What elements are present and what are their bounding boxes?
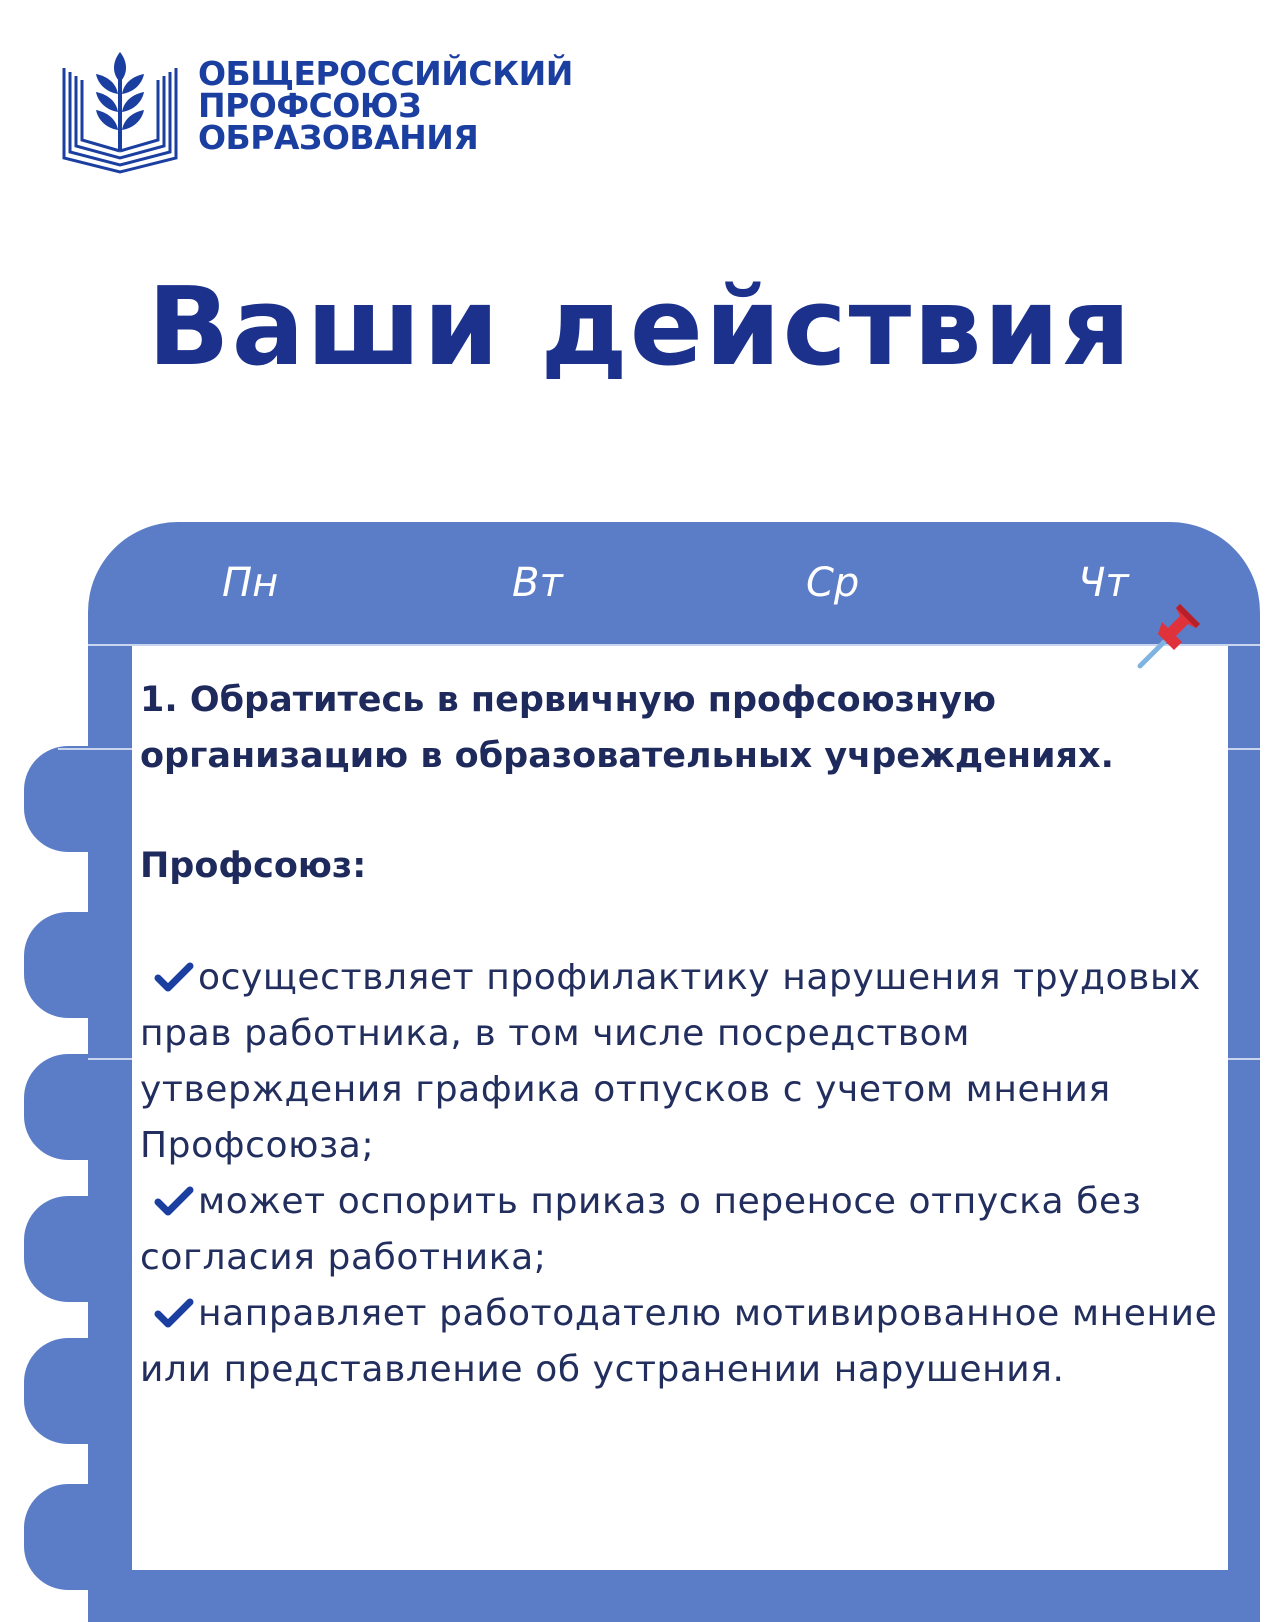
content-sheet bbox=[132, 646, 1228, 1570]
org-name-line-3: ОБРАЗОВАНИЯ bbox=[198, 118, 479, 157]
list-item bbox=[140, 1174, 1228, 1286]
list-item bbox=[140, 950, 1228, 1174]
page-title: Ваши действия bbox=[147, 265, 1133, 390]
grid-line bbox=[88, 1058, 138, 1060]
union-actions-list bbox=[140, 950, 1228, 1398]
list-item-text: направляет работодателю мотивированное мнение или представление об устранении нарушения. bbox=[140, 1293, 1218, 1390]
list-item-text: осуществляет профилактику нарушения трудовых прав работника, в том числе посредством утверждения графика отпусков с учетом мнения Профсоюза; bbox=[140, 957, 1201, 1166]
day-label-tue: Вт bbox=[512, 560, 563, 606]
pushpin-icon bbox=[1130, 594, 1210, 674]
day-label-thu: Чт bbox=[1078, 560, 1129, 606]
org-name-line-1: ОБЩЕРОССИЙСКИЙ bbox=[198, 54, 573, 93]
planner-tab bbox=[24, 1484, 134, 1590]
weekday-header bbox=[88, 560, 1260, 630]
checkmark-icon bbox=[154, 1298, 194, 1328]
planner-tab bbox=[24, 1338, 134, 1444]
organization-name bbox=[198, 54, 573, 157]
org-name-line-2: ПРОФСОЮЗ bbox=[198, 86, 422, 125]
union-subheading: Профсоюз: bbox=[140, 846, 367, 886]
day-label-mon: Пн bbox=[222, 560, 279, 606]
step-heading: 1. Обратитесь в первичную профсоюзную организацию в образовательных учреждениях. bbox=[140, 680, 1114, 776]
planner-tab bbox=[24, 1196, 134, 1302]
day-label-wed: Ср bbox=[806, 560, 860, 606]
list-item-text: может оспорить приказ о переносе отпуска без согласия работника; bbox=[140, 1181, 1142, 1278]
planner-tab bbox=[24, 912, 134, 1018]
book-wheat-emblem-icon bbox=[60, 48, 180, 176]
checkmark-icon bbox=[154, 962, 194, 992]
list-item bbox=[140, 1286, 1228, 1398]
grid-line bbox=[58, 748, 138, 750]
checkmark-icon bbox=[154, 1186, 194, 1216]
planner-tab bbox=[24, 1054, 134, 1160]
planner-tab bbox=[24, 746, 134, 852]
